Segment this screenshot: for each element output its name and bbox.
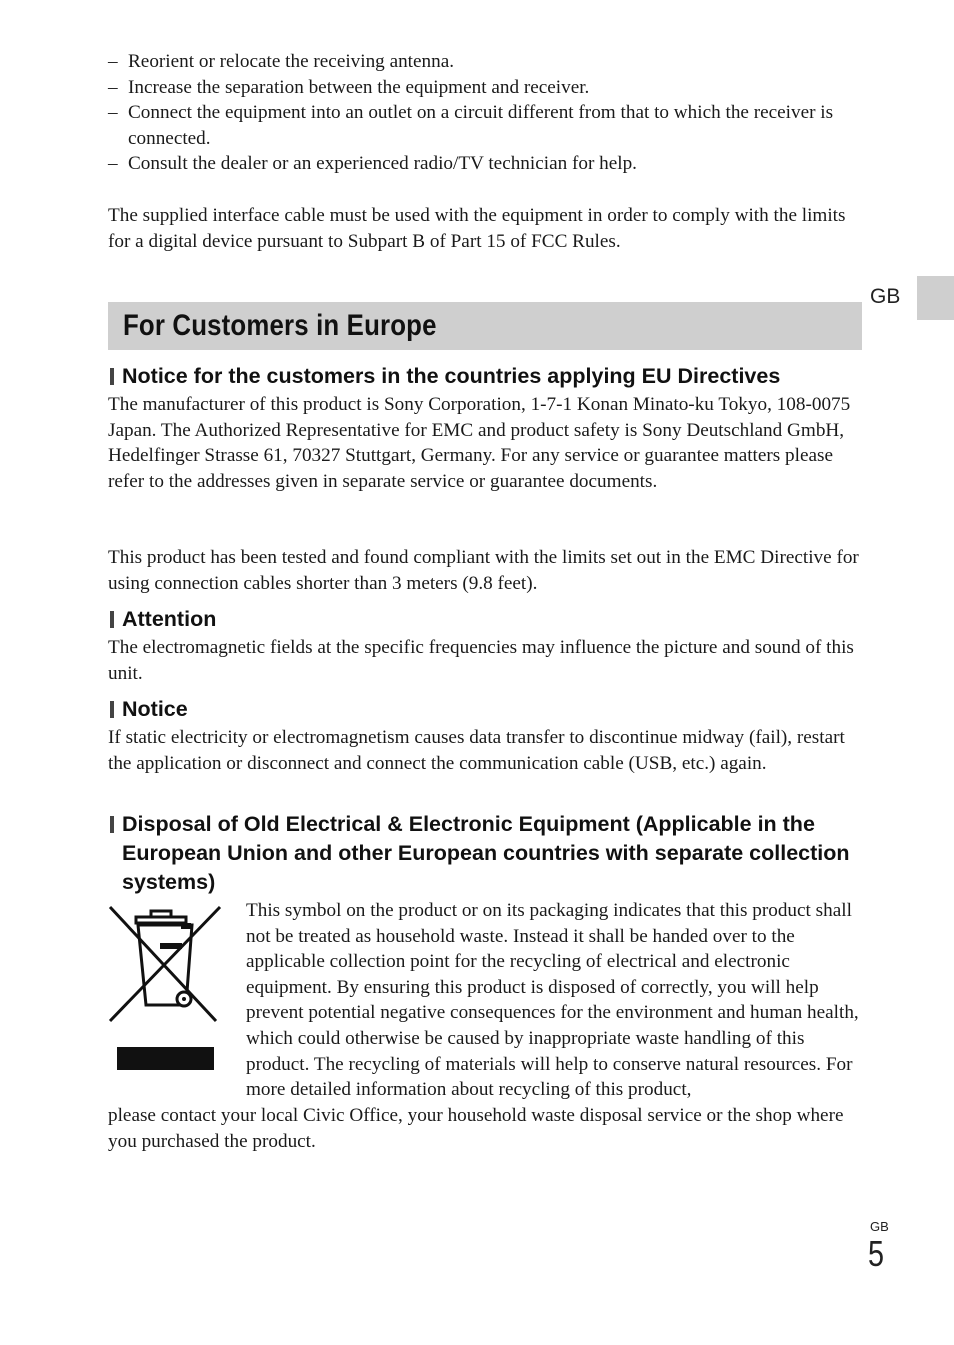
heading-disposal bbox=[108, 810, 868, 897]
eu-notice-paragraph-2: This product has been tested and found compliant with the limits set out in the EMC Directive for using connection cables shorter than 3 meters (9.8 feet). bbox=[108, 547, 859, 594]
side-tab bbox=[917, 276, 954, 320]
section-title: For Customers in Europe bbox=[123, 309, 437, 342]
disposal-paragraph-continued: please contact your local Civic Office, your household waste disposal service or the shop where you purchased the product. bbox=[108, 1105, 844, 1152]
attention-paragraph: The electromagnetic fields at the specific frequencies may influence the picture and sound of this unit. bbox=[108, 637, 854, 684]
list-item bbox=[108, 75, 868, 101]
list-item bbox=[108, 151, 868, 177]
bullet-text: Increase the separation between the equipment and receiver. bbox=[128, 76, 590, 98]
side-tab-label: GB bbox=[870, 285, 901, 308]
page-number: 5 bbox=[868, 1233, 885, 1274]
list-item bbox=[108, 49, 868, 75]
heading-text: Notice for the customers in the countries applying EU Directives bbox=[122, 364, 781, 388]
heading-attention bbox=[108, 605, 868, 634]
fcc-paragraph: The supplied interface cable must be used with the equipment in order to comply with the limits for a digital device pursuant to Subpart B of Part 15 of FCC Rules. bbox=[108, 205, 846, 252]
bullet-text: Consult the dealer or an experienced radio/TV technician for help. bbox=[128, 153, 637, 175]
heading-text: Notice bbox=[122, 697, 188, 721]
notice-paragraph: If static electricity or electromagnetism causes data transfer to discontinue midway (fail), restart the application or disconnect and connect the communication cable (USB, etc.) again. bbox=[108, 727, 845, 774]
page-region-label: GB bbox=[870, 1219, 889, 1234]
heading-text: Disposal of Old Electrical & Electronic Equipment (Applicable in the European Union and other European countries with separate collection systems) bbox=[122, 812, 850, 894]
heading-marker bbox=[110, 701, 114, 718]
bullet-text: Connect the equipment into an outlet on a circuit different from that to which the receiver is connected. bbox=[128, 102, 834, 149]
heading-text: Attention bbox=[122, 607, 217, 631]
heading-marker bbox=[110, 611, 114, 628]
eu-notice-paragraph-1: The manufacturer of this product is Sony Corporation, 1-7-1 Konan Minato-ku Tokyo, 108-0075 Japan. The Authorized Representative for EMC and product safety is Sony Deutschland GmbH, Hedelfinger Strasse 61, 70327 Stuttgart, Germany. For any service or guarantee matters please refer to the addresses given in separate service or guarantee documents. bbox=[108, 394, 851, 492]
bullet-dash: – bbox=[108, 153, 118, 175]
heading-notice bbox=[108, 695, 868, 724]
heading-eu-notice bbox=[108, 362, 868, 391]
bullet-text: Reorient or relocate the receiving antenna. bbox=[128, 51, 455, 72]
disposal-paragraph: This symbol on the product or on its packaging indicates that this product shall not be treated as household waste. Instead it shall be handed over to the applicable collection point for the recycling of electrical and electronic equipment. By ensuring this product is disposed of correctly, you will help prevent potential negative consequences for the environment and human health, which could otherwise be caused by inappropriate waste handling of this product. The recycling of materials will help to conserve natural resources. For more detailed information about recycling of this product, bbox=[246, 900, 859, 1101]
bullet-dash: – bbox=[108, 76, 118, 98]
bullet-dash: – bbox=[108, 51, 118, 72]
bullet-list bbox=[108, 49, 868, 177]
heading-marker bbox=[110, 816, 114, 833]
crossed-out-wheelie-bin-icon bbox=[106, 903, 224, 1073]
list-item bbox=[108, 100, 868, 151]
heading-marker bbox=[110, 368, 114, 385]
section-banner bbox=[108, 302, 862, 350]
bullet-dash: – bbox=[108, 102, 118, 124]
